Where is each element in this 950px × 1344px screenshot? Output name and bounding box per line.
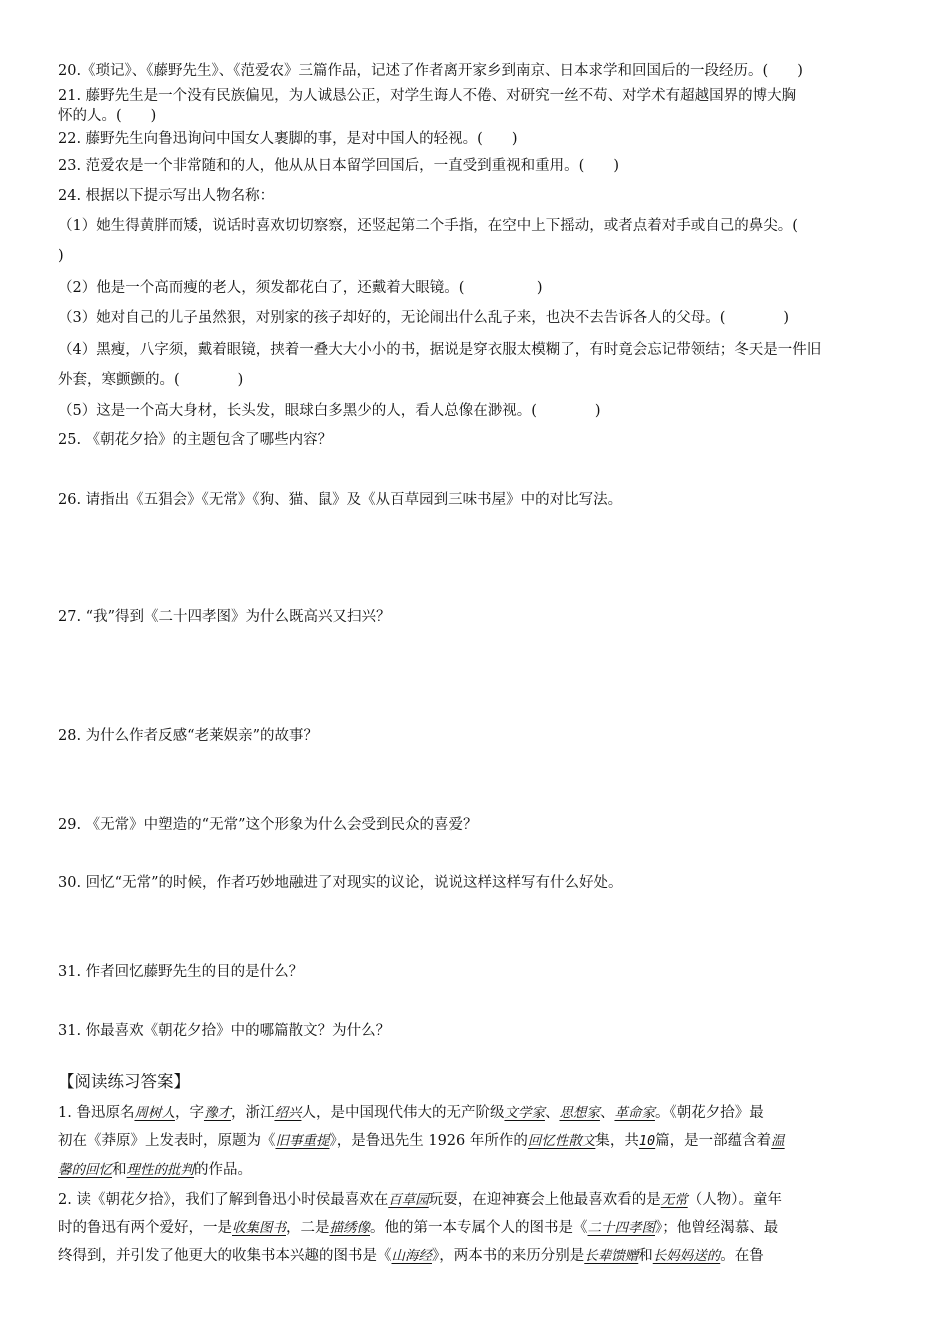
answer-text: 时的鲁迅有两个爱好，一是	[58, 1220, 232, 1236]
question-29: 29. 《无常》中塑造的“无常”这个形象为什么会受到民众的喜爱？	[58, 817, 478, 833]
answer-blank: 描绣像	[329, 1220, 370, 1236]
question-22: 22. 藤野先生向鲁迅询问中国女人裹脚的事，是对中国人的轻视。( )	[58, 131, 518, 147]
answer-blank: 二十四孝图	[587, 1220, 655, 1236]
answer-blank: 回忆性散文	[527, 1133, 596, 1149]
answer-text: ，二是	[286, 1220, 330, 1236]
answer-1-line3	[58, 1160, 894, 1180]
answer-blank: 豫才	[203, 1105, 231, 1121]
question-27: 27. “我”得到《二十四孝图》为什么既高兴又扫兴？	[58, 609, 391, 625]
question-24-4-line2: 外套，寒颤颤的。( )	[58, 372, 244, 388]
answer-text: 玩耍，在迎神赛会上他最喜欢看的是	[428, 1192, 661, 1208]
answer-blank: 理性的批判	[126, 1162, 194, 1178]
answer-text: ，字	[174, 1105, 204, 1121]
answer-text: 人，是中国现代伟大的无产阶级	[301, 1105, 505, 1121]
answer-2-line1	[58, 1190, 894, 1210]
answers-heading: 【阅读练习答案】	[58, 1072, 190, 1091]
answer-text: ，浙江	[230, 1105, 275, 1121]
question-25: 25. 《朝花夕拾》的主题包含了哪些内容？	[58, 432, 333, 448]
question-23: 23. 范爱农是一个非常随和的人，他从从日本留学回国后，一直受到重视和重用。( )	[58, 158, 619, 174]
answer-text: 和	[638, 1248, 653, 1264]
answer-blank: 文学家	[504, 1105, 545, 1121]
answer-blank: 收集图书	[232, 1220, 286, 1236]
answer-text: 》；他曾经渴慕、最	[655, 1220, 779, 1236]
question-21-line1: 21. 藤野先生是一个没有民族偏见，为人诚恳公正，对学生诲人不倦、对研究一丝不苟、对学术有超越国界的博大胸	[58, 88, 797, 104]
answer-text: 。《朝花夕拾》最	[654, 1105, 764, 1121]
answer-2-line2	[58, 1218, 894, 1238]
answer-blank: 馨的回忆	[58, 1162, 112, 1178]
answer-blank: 思想家	[559, 1105, 600, 1121]
answer-text: 1. 鲁迅原名	[58, 1105, 135, 1121]
answer-blank: 温	[771, 1133, 785, 1149]
answer-text: 、	[599, 1105, 615, 1121]
answer-text: 篇，是一部蕴含着	[655, 1133, 772, 1149]
question-24-1-line2: )	[58, 248, 64, 264]
answer-text: 和	[112, 1162, 127, 1178]
answer-1-line1	[58, 1103, 894, 1123]
answer-text: 。他的第一本专属个人的图书是《	[370, 1220, 588, 1236]
question-24-1-line1: （1）她生得黄胖而矮，说话时喜欢切切察察，还竖起第二个手指，在空中上下摇动，或者点着对手或自己的鼻尖。(	[58, 218, 798, 234]
answer-text: 2. 读《朝花夕拾》，我们了解到鲁迅小时侯最喜欢在	[58, 1192, 389, 1208]
answer-blank: 长妈妈送的	[652, 1248, 721, 1264]
answer-text: 。在鲁	[720, 1248, 764, 1264]
question-24-4-line1: （4）黑瘦，八字须，戴着眼镜，挟着一叠大大小小的书，据说是穿衣服太模糊了，有时竟会忘记带领结；冬天是一件旧	[58, 342, 822, 358]
answer-text: 终得到，并引发了他更大的收集书本兴趣的图书是《	[58, 1248, 392, 1264]
question-31a: 31. 作者回忆藤野先生的目的是什么？	[58, 964, 304, 980]
answer-text: （人物）。童年	[687, 1192, 782, 1208]
answer-text: 初在《莽原》上发表时，原题为《	[58, 1133, 276, 1149]
answer-blank: 无常	[660, 1192, 688, 1208]
question-30: 30. 回忆“无常”的时候，作者巧妙地融进了对现实的议论，说说这样这样写有什么好处。	[58, 875, 623, 891]
question-20: 20.《琐记》、《藤野先生》、《范爱农》三篇作品，记述了作者离开家乡到南京、日本求学和回国后的一段经历。( )	[58, 63, 803, 79]
question-31b: 31. 你最喜欢《朝花夕拾》中的哪篇散文？为什么？	[58, 1023, 391, 1039]
answer-blank: 旧事重提	[275, 1133, 330, 1149]
answer-text: 、	[544, 1105, 560, 1121]
answer-2-line3	[58, 1246, 894, 1266]
answer-text: 》，两本书的来历分别是	[432, 1248, 585, 1264]
question-24: 24. 根据以下提示写出人物名称：	[58, 188, 275, 204]
answer-blank: 周树人	[134, 1105, 175, 1121]
answer-blank: 百草园	[388, 1192, 429, 1208]
question-21-line2: 怀的人。( )	[58, 108, 157, 124]
answer-1-line2	[58, 1131, 894, 1151]
answer-blank: 绍兴	[274, 1105, 302, 1121]
answer-blank: 10	[638, 1133, 656, 1149]
question-28: 28. 为什么作者反感“老莱娱亲”的故事？	[58, 728, 318, 744]
question-24-3: （3）她对自己的儿子虽然狠，对别家的孩子却好的，无论闹出什么乱子来，也决不去告诉各人的父母。( )	[58, 310, 790, 326]
answer-blank: 山海经	[391, 1248, 432, 1264]
answer-blank: 长辈馈赠	[584, 1248, 639, 1264]
question-24-5: （5）这是一个高大身材，长头发，眼球白多黑少的人，看人总像在渺视。( )	[58, 403, 601, 419]
answer-blank: 革命家	[614, 1105, 655, 1121]
question-26: 26. 请指出《五猖会》《无常》《狗、猫、鼠》及《从百草园到三味书屋》中的对比写法。	[58, 492, 623, 508]
answer-text: 集，共	[595, 1133, 639, 1149]
answer-text: 》，是鲁迅先生 1926 年所作的	[329, 1133, 528, 1149]
question-24-2: （2）他是一个高而瘦的老人，须发都花白了，还戴着大眼镜。( )	[58, 280, 543, 296]
answer-text: 的作品。	[194, 1162, 252, 1178]
